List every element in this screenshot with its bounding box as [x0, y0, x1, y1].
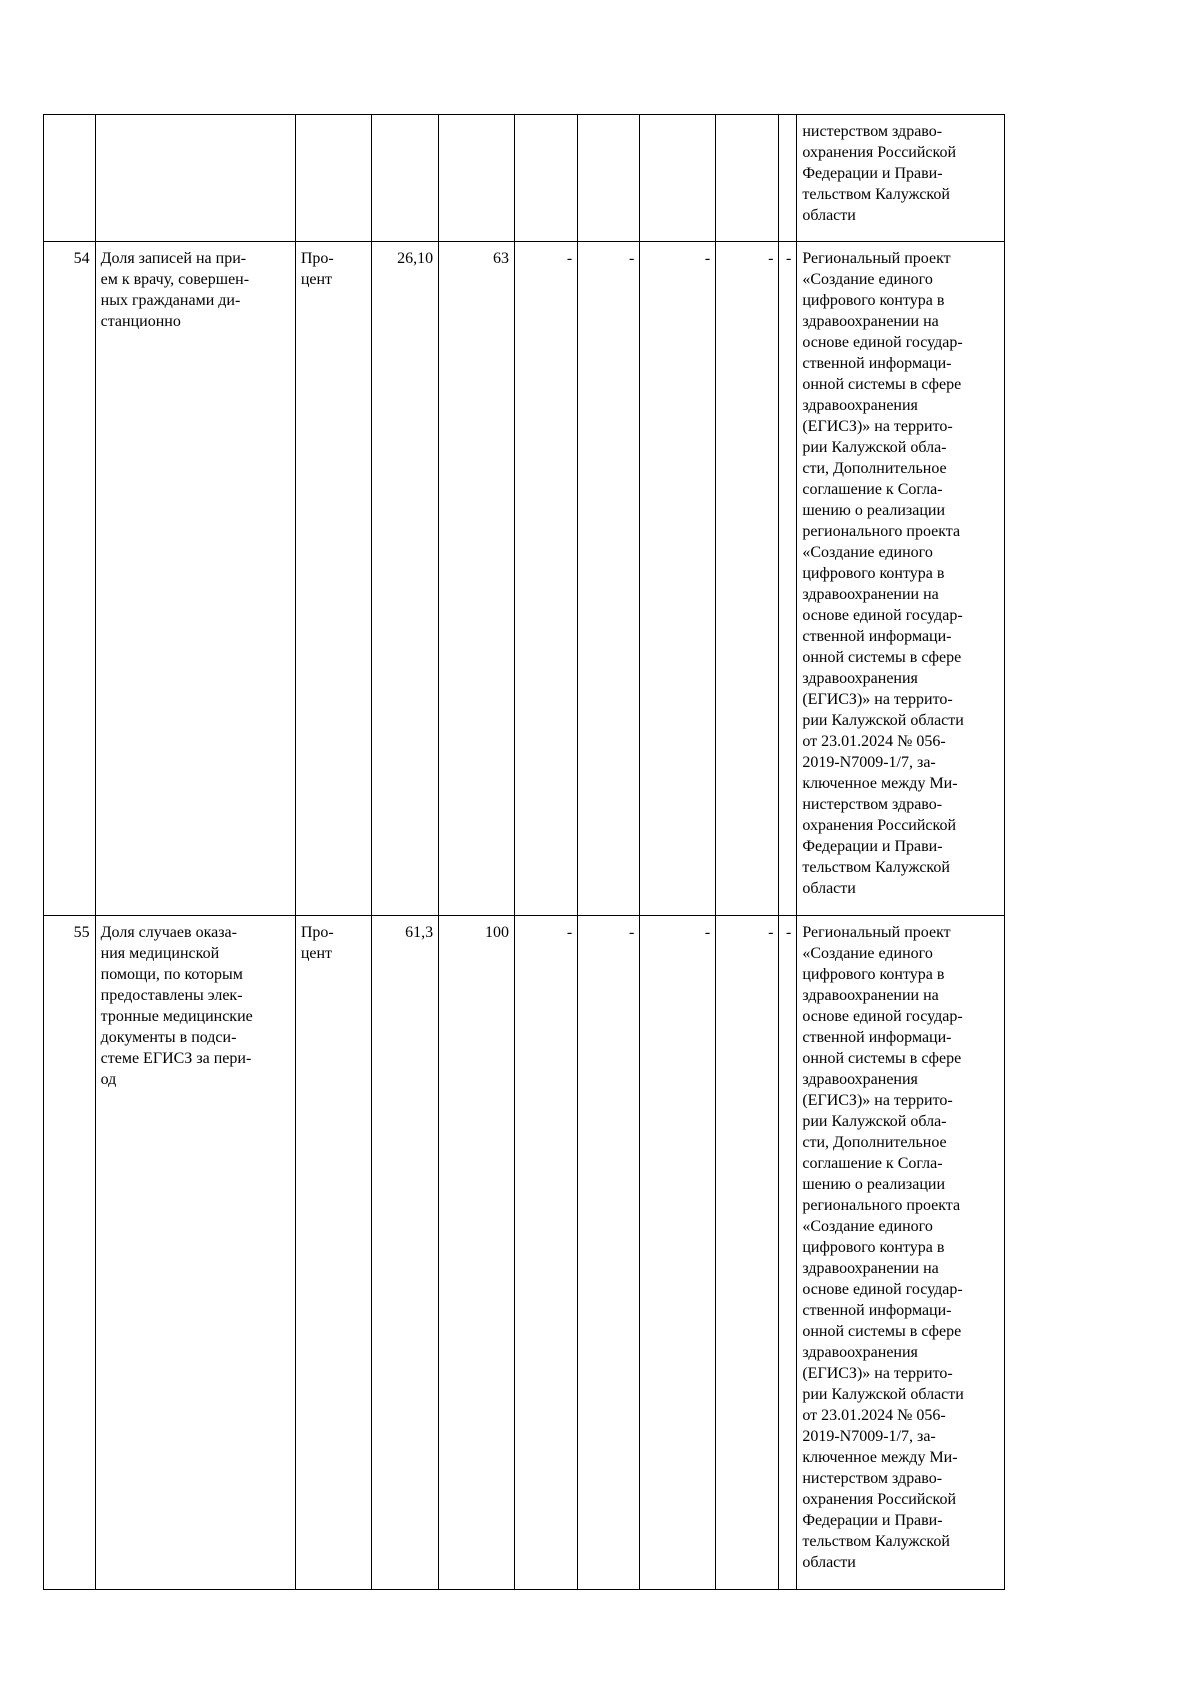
row-number: 54: [44, 242, 96, 916]
year-value: [514, 115, 577, 242]
year-value: -: [578, 916, 640, 1590]
target-value: [439, 115, 515, 242]
base-value: [371, 115, 438, 242]
base-value: 26,10: [371, 242, 438, 916]
source-document: нистерством здраво- охранения Российской Федерации и Прави- тельством Калужской области: [797, 115, 1005, 242]
unit: Про- цент: [295, 242, 371, 916]
target-value: 100: [439, 916, 515, 1590]
row-number: [44, 115, 96, 242]
table-row: [44, 916, 1005, 1590]
year-value: -: [640, 242, 716, 916]
year-value: -: [640, 916, 716, 1590]
source-document: Региональный проект «Создание единого цифрового контура в здравоохранении на основе единой государ- ственной информаци- онной системы в сфере здравоохранения (ЕГИСЗ)» на террито- рии Калужской обла- сти, Дополнительное соглашение к Согла- шению о реализации регионального проекта «Создание единого цифрового контура в здравоохранении на основе единой государ- ственной информаци- онной системы в сфере здравоохранения (ЕГИСЗ)» на террито- рии Калужской области от 23.01.2024 № 056- 2019-N7009-1/7, за- ключенное между Ми- нистерством здраво- охранения Российской Федерации и Прави- тельством Калужской области: [797, 242, 1005, 916]
source-document: Региональный проект «Создание единого цифрового контура в здравоохранении на основе единой государ- ственной информаци- онной системы в сфере здравоохранения (ЕГИСЗ)» на террито- рии Калужской обла- сти, Дополнительное соглашение к Согла- шению о реализации регионального проекта «Создание единого цифрового контура в здравоохранении на основе единой государ- ственной информаци- онной системы в сфере здравоохранения (ЕГИСЗ)» на террито- рии Калужской области от 23.01.2024 № 056- 2019-N7009-1/7, за- ключенное между Ми- нистерством здраво- охранения Российской Федерации и Прави- тельством Калужской области: [797, 916, 1005, 1590]
year-value: [716, 115, 779, 242]
indicators-table: [43, 114, 1005, 1590]
table-row: [44, 242, 1005, 916]
target-value: 63: [439, 242, 515, 916]
indicator-name: Доля записей на при- ем к врачу, совершен- ных гражданами ди- станционно: [95, 242, 295, 916]
unit: [295, 115, 371, 242]
year-value: -: [716, 242, 779, 916]
year-value: [640, 115, 716, 242]
row-number: 55: [44, 916, 96, 1590]
table-row: [44, 115, 1005, 242]
year-value: -: [716, 916, 779, 1590]
base-value: 61,3: [371, 916, 438, 1590]
year-value: -: [779, 242, 797, 916]
unit: Про- цент: [295, 916, 371, 1590]
indicator-name: Доля случаев оказа- ния медицинской помощи, по которым предоставлены элек- тронные медицинские документы в подси- стеме ЕГИСЗ за пери- од: [95, 916, 295, 1590]
year-value: -: [514, 242, 577, 916]
year-value: -: [578, 242, 640, 916]
year-value: [578, 115, 640, 242]
year-value: -: [779, 916, 797, 1590]
year-value: [779, 115, 797, 242]
indicator-name: [95, 115, 295, 242]
year-value: -: [514, 916, 577, 1590]
